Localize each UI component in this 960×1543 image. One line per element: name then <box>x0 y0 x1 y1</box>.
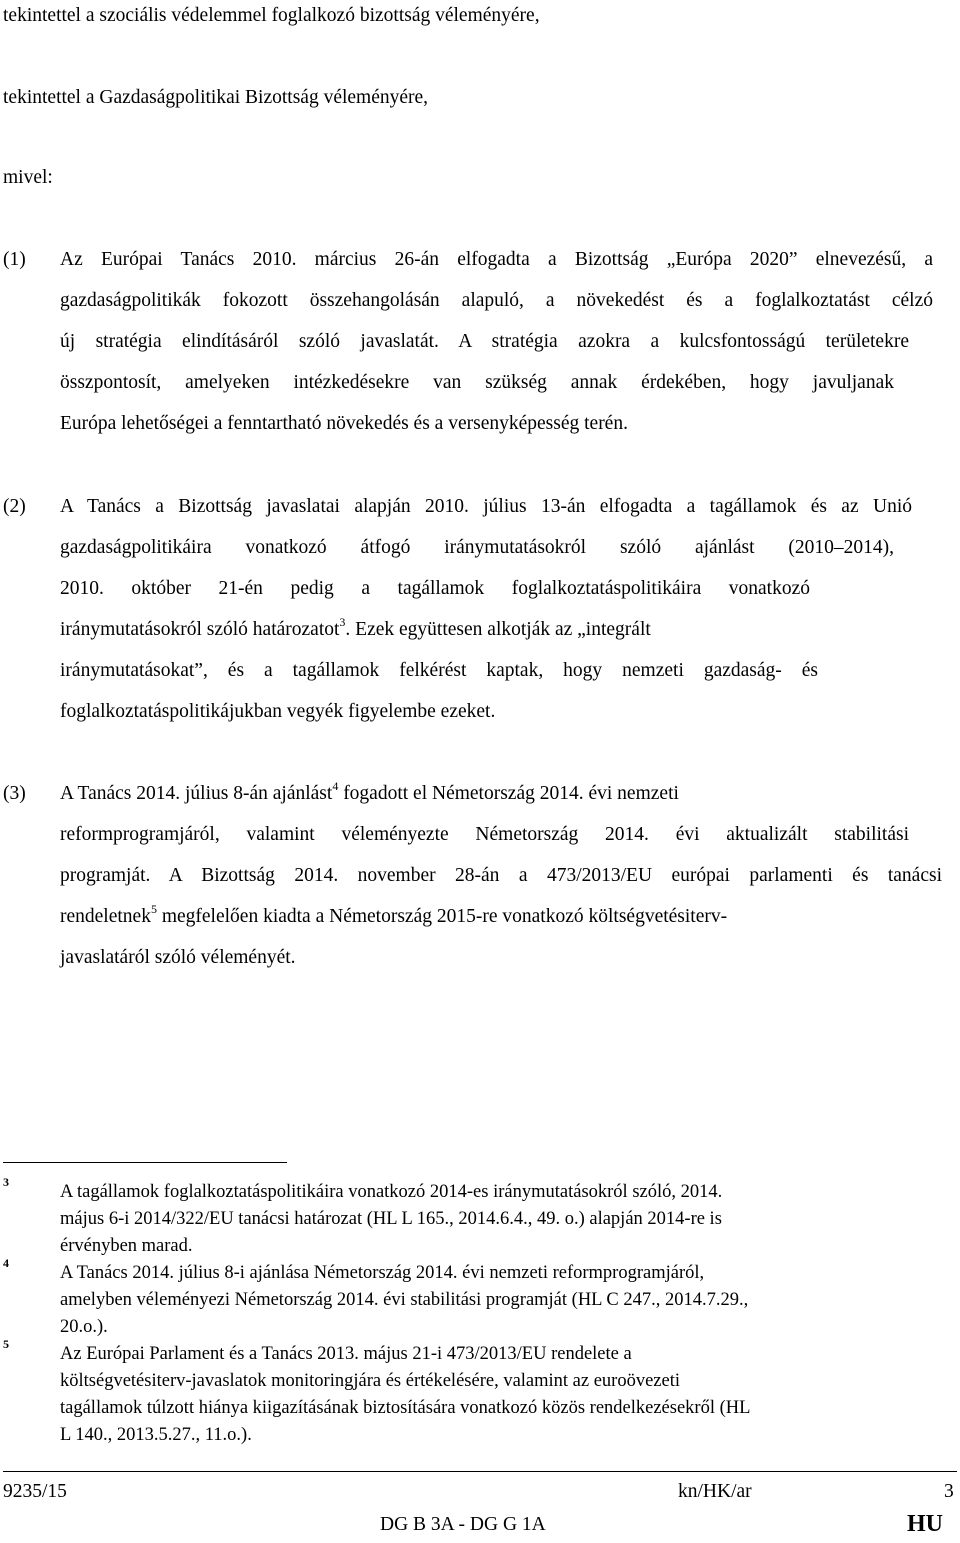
recital-line: A Tanács a Bizottság javaslatai alapján 2010. július 13-án elfogadta a tagállamok és az Unió <box>60 496 912 517</box>
footnote-line: Az Európai Parlament és a Tanács 2013. május 21-i 473/2013/EU rendelete a <box>60 1344 632 1364</box>
recital-line: iránymutatásokat”, és a tagállamok felkérést kaptak, hogy nemzeti gazdaság- és <box>60 660 818 681</box>
footnote-line: 20.o.). <box>60 1317 108 1337</box>
doc-number: 9235/15 <box>3 1481 67 1502</box>
author-initials: kn/HK/ar <box>678 1481 752 1502</box>
recital-line: összpontosít, amelyeken intézkedésekre van szükség annak érdekében, hogy javuljanak <box>60 372 894 393</box>
footnote-ref[interactable]: 4 <box>332 779 339 793</box>
footnote-ref[interactable]: 5 <box>150 902 157 916</box>
footnote-line: költségvetésiterv-javaslatok monitoringjára és értékelésére, valamint az euroövezeti <box>60 1371 681 1391</box>
language-code: HU <box>907 1511 943 1537</box>
recital-line: új stratégia elindításáról szóló javaslatát. A stratégia azokra a kulcsfontosságú területekre <box>60 331 909 352</box>
page-number: 3 <box>944 1481 954 1502</box>
preamble-line: tekintettel a szociális védelemmel foglalkozó bizottság véleményére, <box>3 5 540 26</box>
recital-line: gazdaságpolitikák fokozott összehangolásán alapuló, a növekedést és a foglalkoztatást célzó <box>60 290 933 311</box>
footnote-line: május 6-i 2014/322/EU tanácsi határozat (HL L 165., 2014.6.4., 49. o.) alapján 2014-re is <box>60 1209 722 1229</box>
recital-number: (2) <box>3 496 26 517</box>
recital-line: A Tanács 2014. július 8-án ajánlást$^4$ fogadott el Németország 2014. évi nemzeti <box>60 779 679 804</box>
recital-line: javaslatáról szóló véleményét. <box>60 947 296 968</box>
footnote-line: érvényben marad. <box>60 1236 193 1256</box>
footnote-ref[interactable]: 3 <box>339 615 346 629</box>
footnote-separator <box>3 1162 287 1163</box>
preamble-line: tekintettel a Gazdaságpolitikai Bizottság véleményére, <box>3 87 429 108</box>
preamble-line: mivel: <box>3 167 53 188</box>
footnote-line: amelyben véleményezi Németország 2014. évi stabilitási programját (HL C 247., 2014.7.29., <box>60 1290 749 1310</box>
recital-line: iránymutatásokról szóló határozatot$^3$. Ezek együttesen alkotják az „integrált <box>60 615 651 640</box>
recital-number: (1) <box>3 249 26 270</box>
recital-number: (3) <box>3 783 26 804</box>
footer-rule <box>3 1471 957 1472</box>
department-code: DG B 3A - DG G 1A <box>380 1514 546 1535</box>
footnote-line: L 140., 2013.5.27., 11.o.). <box>60 1425 252 1445</box>
recital-line: rendeletnek$^5$ megfelelően kiadta a Németország 2015-re vonatkozó költségvetésiterv- <box>60 902 728 927</box>
footnote-number: 5 <box>3 1337 9 1351</box>
footnote-number: 4 <box>3 1256 9 1270</box>
recital-line: reformprogramjáról, valamint véleményezte Németország 2014. évi aktualizált stabilitási <box>60 824 909 845</box>
footnote-number: 3 <box>3 1175 9 1189</box>
recital-line: programját. A Bizottság 2014. november 28-án a 473/2013/EU európai parlamenti és tanácsi <box>60 865 942 886</box>
footnote-line: tagállamok túlzott hiánya kiigazításának biztosítására vonatkozó közös rendelkezésekről (HL <box>60 1398 751 1418</box>
recital-line: foglalkoztatáspolitikájukban vegyék figyelembe ezeket. <box>60 701 496 722</box>
recital-line: gazdaságpolitikáira vonatkozó átfogó iránymutatásokról szóló ajánlást (2010–2014), <box>60 537 894 558</box>
footnote-line: A tagállamok foglalkoztatáspolitikáira vonatkozó 2014-es iránymutatásokról szóló, 2014. <box>60 1182 723 1202</box>
recital-line: 2010. október 21-én pedig a tagállamok foglalkoztatáspolitikáira vonatkozó <box>60 578 810 599</box>
recital-line: Európa lehetőségei a fenntartható növekedés és a versenyképesség terén. <box>60 413 628 434</box>
recital-line: Az Európai Tanács 2010. március 26-án elfogadta a Bizottság „Európa 2020” elnevezésű, a <box>60 249 933 270</box>
footnote-line: A Tanács 2014. július 8-i ajánlása Németország 2014. évi nemzeti reformprogramjáról, <box>60 1263 705 1283</box>
